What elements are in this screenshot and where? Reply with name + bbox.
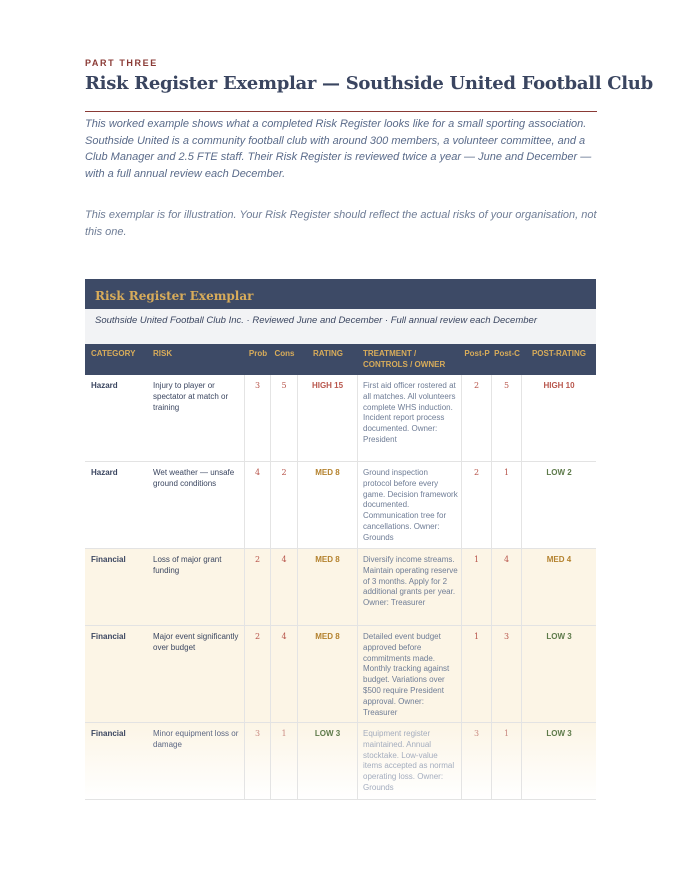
cell-prob: 3	[245, 723, 271, 799]
cell-risk: Loss of major grant funding	[147, 549, 245, 625]
table-row	[85, 723, 596, 800]
cell-prob: 2	[245, 626, 271, 722]
table-header	[85, 344, 596, 375]
col-header-post-p: Post-P	[464, 349, 490, 358]
cell-treatment: First aid officer rostered at all matches. All volunteers complete WHS induction. Incident report process documented. Owner: President	[358, 375, 462, 461]
cell-post-p: 2	[462, 462, 492, 548]
table-row	[85, 626, 596, 723]
table-row	[85, 462, 596, 549]
cell-category: Financial	[91, 555, 126, 564]
cell-post-c: 1	[492, 462, 522, 548]
cell-cons: 1	[271, 723, 298, 799]
col-header-treatment: TREATMENT / CONTROLS / OWNER	[363, 349, 446, 369]
cell-post-c: 3	[492, 626, 522, 722]
cell-post-rating: LOW 3	[546, 632, 572, 641]
cell-prob: 4	[245, 462, 271, 548]
cell-post-p: 2	[462, 375, 492, 461]
section-kicker: PART THREE	[85, 58, 158, 68]
cell-rating: MED 8	[298, 626, 358, 722]
cell-risk: Major event significantly over budget	[147, 626, 245, 722]
cell-category: Financial	[91, 729, 126, 738]
cell-post-rating: LOW 2	[546, 468, 572, 477]
cell-post-rating: HIGH 10	[543, 381, 575, 390]
cell-post-p: 1	[462, 626, 492, 722]
col-header-cons: Cons	[274, 349, 295, 358]
col-header-rating: RATING	[312, 349, 344, 358]
cell-post-rating: LOW 3	[546, 729, 572, 738]
intro-paragraph: This worked example shows what a completed Risk Register looks like for a small sporting association. Southside United is a community football club with around 300 members, a volunteer committee, and a Club Manager and 2.5 FTE staff. Their Risk Register is reviewed twice a year — June and December — with a full annual review each December.	[85, 118, 592, 180]
register-title: Risk Register Exemplar	[85, 279, 596, 309]
col-header-post-rating: POST-RATING	[531, 349, 587, 358]
cell-rating: MED 8	[298, 549, 358, 625]
cell-post-p: 1	[462, 549, 492, 625]
illustration-note: This exemplar is for illustration. Your Risk Register should reflect the actual risks of your organisation, not this one.	[85, 209, 597, 238]
cell-risk: Minor equipment loss or damage	[147, 723, 245, 799]
cell-cons: 5	[271, 375, 298, 461]
cell-cons: 4	[271, 626, 298, 722]
cell-risk: Injury to player or spectator at match or training	[147, 375, 245, 461]
table-body	[85, 375, 596, 800]
cell-prob: 2	[245, 549, 271, 625]
risk-register-card	[85, 279, 596, 800]
cell-treatment: Detailed event budget approved before commitments made. Monthly tracking against budget. Variations over $500 require President approval. Owner: Treasurer	[358, 626, 462, 722]
col-header-risk: RISK	[153, 349, 173, 358]
cell-post-p: 3	[462, 723, 492, 799]
cell-risk: Wet weather — unsafe ground conditions	[147, 462, 245, 548]
cell-cons: 4	[271, 549, 298, 625]
cell-post-c: 4	[492, 549, 522, 625]
table-row	[85, 549, 596, 626]
page-title: Risk Register Exemplar — Southside United Football Club	[85, 73, 653, 94]
cell-category: Hazard	[91, 468, 118, 477]
cell-category: Financial	[91, 632, 126, 641]
cell-rating: LOW 3	[298, 723, 358, 799]
cell-rating: HIGH 15	[298, 375, 358, 461]
cell-post-c: 1	[492, 723, 522, 799]
col-header-prob: Prob	[248, 349, 268, 358]
register-subtitle: Southside United Football Club Inc. · Reviewed June and December · Full annual review each December	[85, 309, 596, 344]
cell-post-rating: MED 4	[546, 555, 572, 564]
col-header-category: CATEGORY	[91, 349, 136, 358]
cell-rating: MED 8	[298, 462, 358, 548]
cell-treatment: Diversify income streams. Maintain operating reserve of 3 months. Apply for 2 additional grants per year. Owner: Treasurer	[358, 549, 462, 625]
table-row	[85, 375, 596, 462]
cell-treatment: Ground inspection protocol before every game. Decision framework documented. Communication tree for cancellations. Owner: Grounds	[358, 462, 462, 548]
cell-prob: 3	[245, 375, 271, 461]
cell-category: Hazard	[91, 381, 118, 390]
title-divider	[85, 111, 597, 112]
cell-post-c: 5	[492, 375, 522, 461]
cell-cons: 2	[271, 462, 298, 548]
col-header-post-c: Post-C	[494, 349, 520, 358]
cell-treatment: Equipment register maintained. Annual stocktake. Low-value items accepted as normal operating loss. Owner: Grounds	[358, 723, 462, 799]
